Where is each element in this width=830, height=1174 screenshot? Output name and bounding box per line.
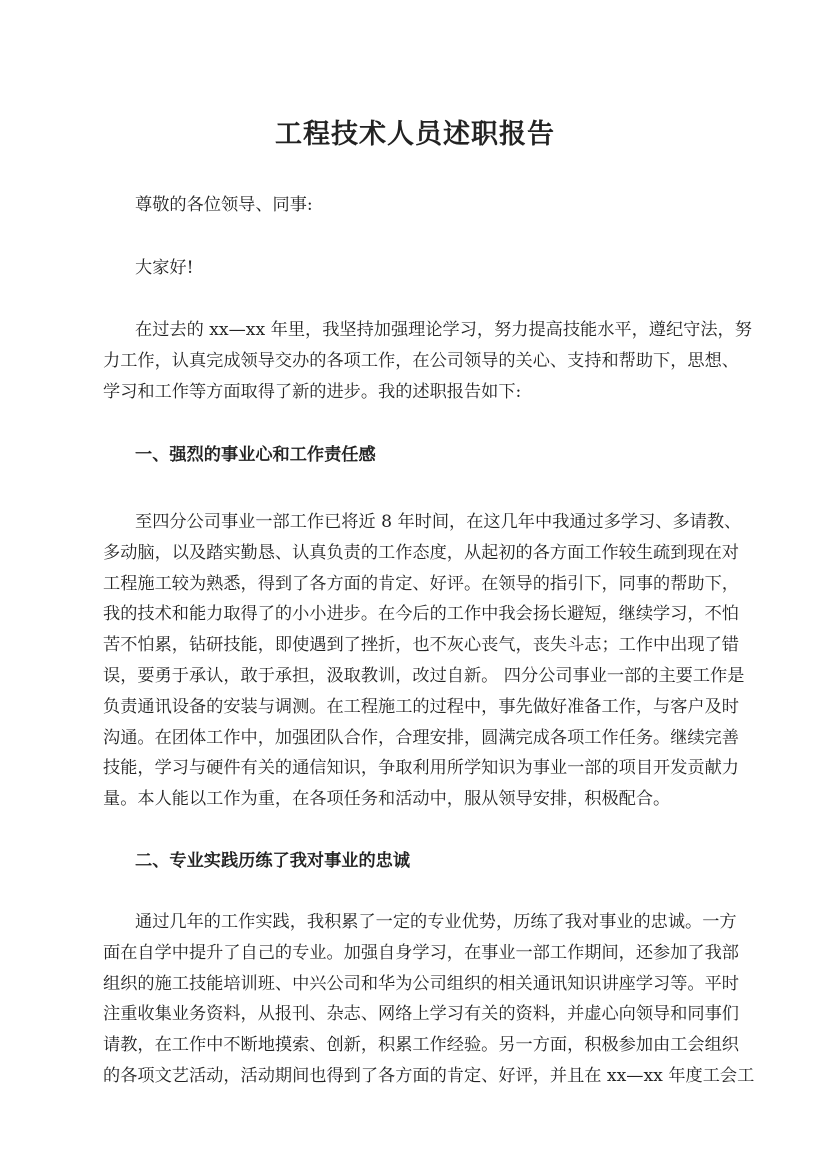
paragraph-2 (103, 507, 745, 815)
text-line: 工程施工较为熟悉，得到了各方面的肯定、好评。在领导的指引下，同事的帮助下， (103, 573, 739, 594)
text-line: 沟通。在团体工作中，加强团队合作，合理安排，圆满完成各项工作任务。继续完善 (103, 727, 739, 748)
text-line: 注重收集业务资料，从报刊、杂志、网络上学习有关的资料，并虚心向领导和同事们 (103, 1004, 739, 1025)
paragraph-1 (103, 315, 752, 407)
text-line: 量。本人能以工作为重，在各项任务和活动中，服从领导安排，积极配合。 (103, 789, 671, 810)
heading-text: 一、强烈的事业心和工作责任感 (135, 445, 376, 465)
document-title: 工程技术人员述职报告 (275, 119, 555, 150)
text-line: 学习和工作等方面取得了新的进步。我的述职报告如下: (103, 381, 522, 402)
text-line: 苦不怕累，钻研技能，即使遇到了挫折，也不灰心丧气，丧失斗志；工作中出现了错 (103, 635, 739, 656)
text-line: 至四分公司事业一部工作已将近 8 年时间，在这几年中我通过多学习、多请教、 (135, 512, 742, 532)
text-line: 通过几年的工作实践，我积累了一定的专业优势，历练了我对事业的忠诚。一方 (135, 912, 737, 932)
heading-text: 二、专业实践历练了我对事业的忠诚 (135, 851, 411, 871)
hello-text: 大家好! (135, 258, 194, 278)
text-line: 组织的施工技能培训班、中兴公司和华为公司组织的相关通讯知识讲座学习等。平时 (103, 973, 739, 994)
text-line: 误，要勇于承认，敢于承担，汲取教训，改过自新。 四分公司事业一部的主要工作是 (103, 665, 745, 686)
section-heading-2 (103, 846, 727, 877)
text-line: 请教，在工作中不断地摸索、创新，积累工作经验。另一方面，积极参加由工会组织 (103, 1035, 739, 1056)
text-line: 面在自学中提升了自己的专业。加强自身学习，在事业一部工作期间，还参加了我部 (103, 942, 739, 963)
text-line: 力工作，认真完成领导交办的各项工作，在公司领导的关心、支持和帮助下，思想、 (103, 350, 739, 371)
text-line: 负责通讯设备的安装与调测。在工程施工的过程中，事先做好准备工作，与客户及时 (103, 696, 739, 717)
hello (103, 253, 727, 284)
greeting (103, 190, 727, 221)
text-line: 多动脑，以及踏实勤恳、认真负责的工作态度，从起初的各方面工作较生疏到现在对 (103, 542, 739, 563)
text-line: 技能，学习与硬件有关的通信知识，争取利用所学知识为事业一部的项目开发贡献力 (103, 758, 739, 779)
paragraph-3 (103, 907, 755, 1092)
text-line: 在过去的 xx—xx 年里，我坚持加强理论学习，努力提高技能水平，遵纪守法，努 (135, 320, 752, 340)
greeting-text: 尊敬的各位领导、同事: (135, 195, 313, 215)
section-heading-1 (103, 440, 727, 471)
text-line: 的各项文艺活动，活动期间也得到了各方面的肯定、好评，并且在 xx—xx 年度工会工 (103, 1065, 755, 1086)
text-line: 我的技术和能力取得了的小小进步。在今后的工作中我会扬长避短，继续学习，不怕 (103, 604, 739, 625)
